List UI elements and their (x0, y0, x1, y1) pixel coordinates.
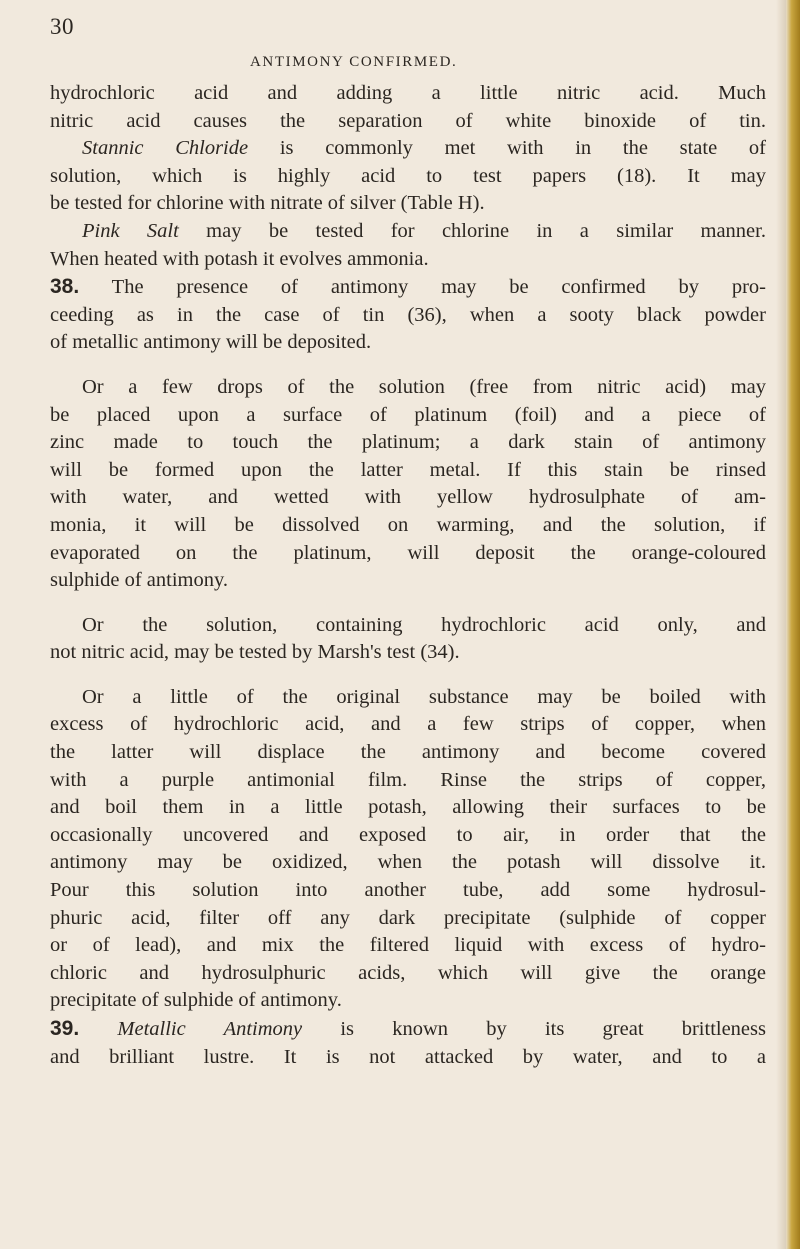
body-text (50, 80, 766, 1071)
paragraph-gap (50, 667, 766, 684)
text-line: with a purple antimonial film. Rinse the strips of copper, (50, 768, 766, 791)
text-line: antimony may be oxidized, when the potash will dissolve it. (50, 851, 766, 874)
section-number: 39. (50, 1017, 80, 1040)
section-number: 38. (50, 275, 80, 299)
text-line: Or the solution, containing hydrochloric acid only, and (82, 613, 766, 636)
text-line (50, 273, 766, 302)
text-line: zinc made to touch the platinum; a dark stain of antimony (50, 431, 766, 454)
text-line: phuric acid, filter off any dark precipitate (sulphide of copper (50, 906, 766, 929)
text-line: hydrochloric acid and adding a little nitric acid. Much (50, 82, 766, 104)
text-line (50, 1015, 766, 1044)
text-line: will be formed upon the latter metal. If this stain be rinsed (50, 458, 766, 481)
text-line: When heated with potash it evolves ammonia. (50, 247, 429, 270)
line-text: may be tested for chlorine in a similar manner. (178, 219, 766, 242)
text-line: nitric acid causes the separation of white binoxide of tin. (50, 109, 766, 132)
text-line: monia, it will be dissolved on warming, and the solution, if (50, 513, 766, 536)
text-line: ceeding as in the case of tin (36), when a sooty black powder (50, 303, 766, 326)
text-line: precipitate of sulphide of antimony. (50, 989, 342, 1012)
text-line: Or a few drops of the solution (free from nitric acid) may (82, 375, 766, 398)
text-line: solution, which is highly acid to test papers (18). It may (50, 164, 766, 187)
text-line: excess of hydrochloric acid, and a few strips of copper, when (50, 713, 766, 736)
page-number: 30 (50, 14, 74, 39)
running-head: ANTIMONY CONFIRMED. (250, 54, 458, 70)
line-text: is known by its great brittleness (302, 1018, 766, 1040)
line-text: is commonly met with in the state of (248, 137, 766, 160)
text-line: chloric and hydrosulphuric acids, which will give the orange (50, 961, 766, 984)
line-text: The presence of antimony may be confirmed by pro- (111, 276, 766, 299)
page-edge (786, 0, 800, 1249)
page-edge-shadow (776, 0, 786, 1249)
text-line: or of lead), and mix the filtered liquid with excess of hydro- (50, 934, 766, 957)
text-line: occasionally uncovered and exposed to air, in order that the (50, 823, 766, 846)
text-line: and boil them in a little potash, allowing their surfaces to be (50, 796, 766, 819)
page-header (50, 14, 750, 70)
italic-term: Metallic Antimony (117, 1018, 303, 1040)
paragraph-gap (50, 595, 766, 612)
text-line: and brilliant lustre. It is not attacked by water, and to a (50, 1045, 766, 1068)
text-line: Or a little of the original substance may be boiled with (82, 685, 766, 708)
text-line: with water, and wetted with yellow hydrosulphate of am- (50, 486, 766, 509)
italic-term: Stannic Chloride (82, 137, 249, 160)
text-line (50, 135, 766, 163)
text-line: of metallic antimony will be deposited. (50, 331, 372, 354)
text-line (50, 218, 766, 246)
text-line: not nitric acid, may be tested by Marsh's test (34). (50, 641, 460, 664)
paragraph-gap (50, 357, 766, 374)
text-line: be tested for chlorine with nitrate of silver (Table H). (50, 192, 485, 215)
text-line: sulphide of antimony. (50, 569, 229, 592)
text-line: Pour this solution into another tube, add some hydrosul- (50, 879, 766, 902)
text-line: the latter will displace the antimony and become covered (50, 741, 766, 764)
text-line: be placed upon a surface of platinum (foil) and a piece of (50, 403, 766, 426)
text-line: evaporated on the platinum, will deposit the orange-coloured (50, 541, 766, 564)
italic-term: Pink Salt (82, 219, 179, 242)
